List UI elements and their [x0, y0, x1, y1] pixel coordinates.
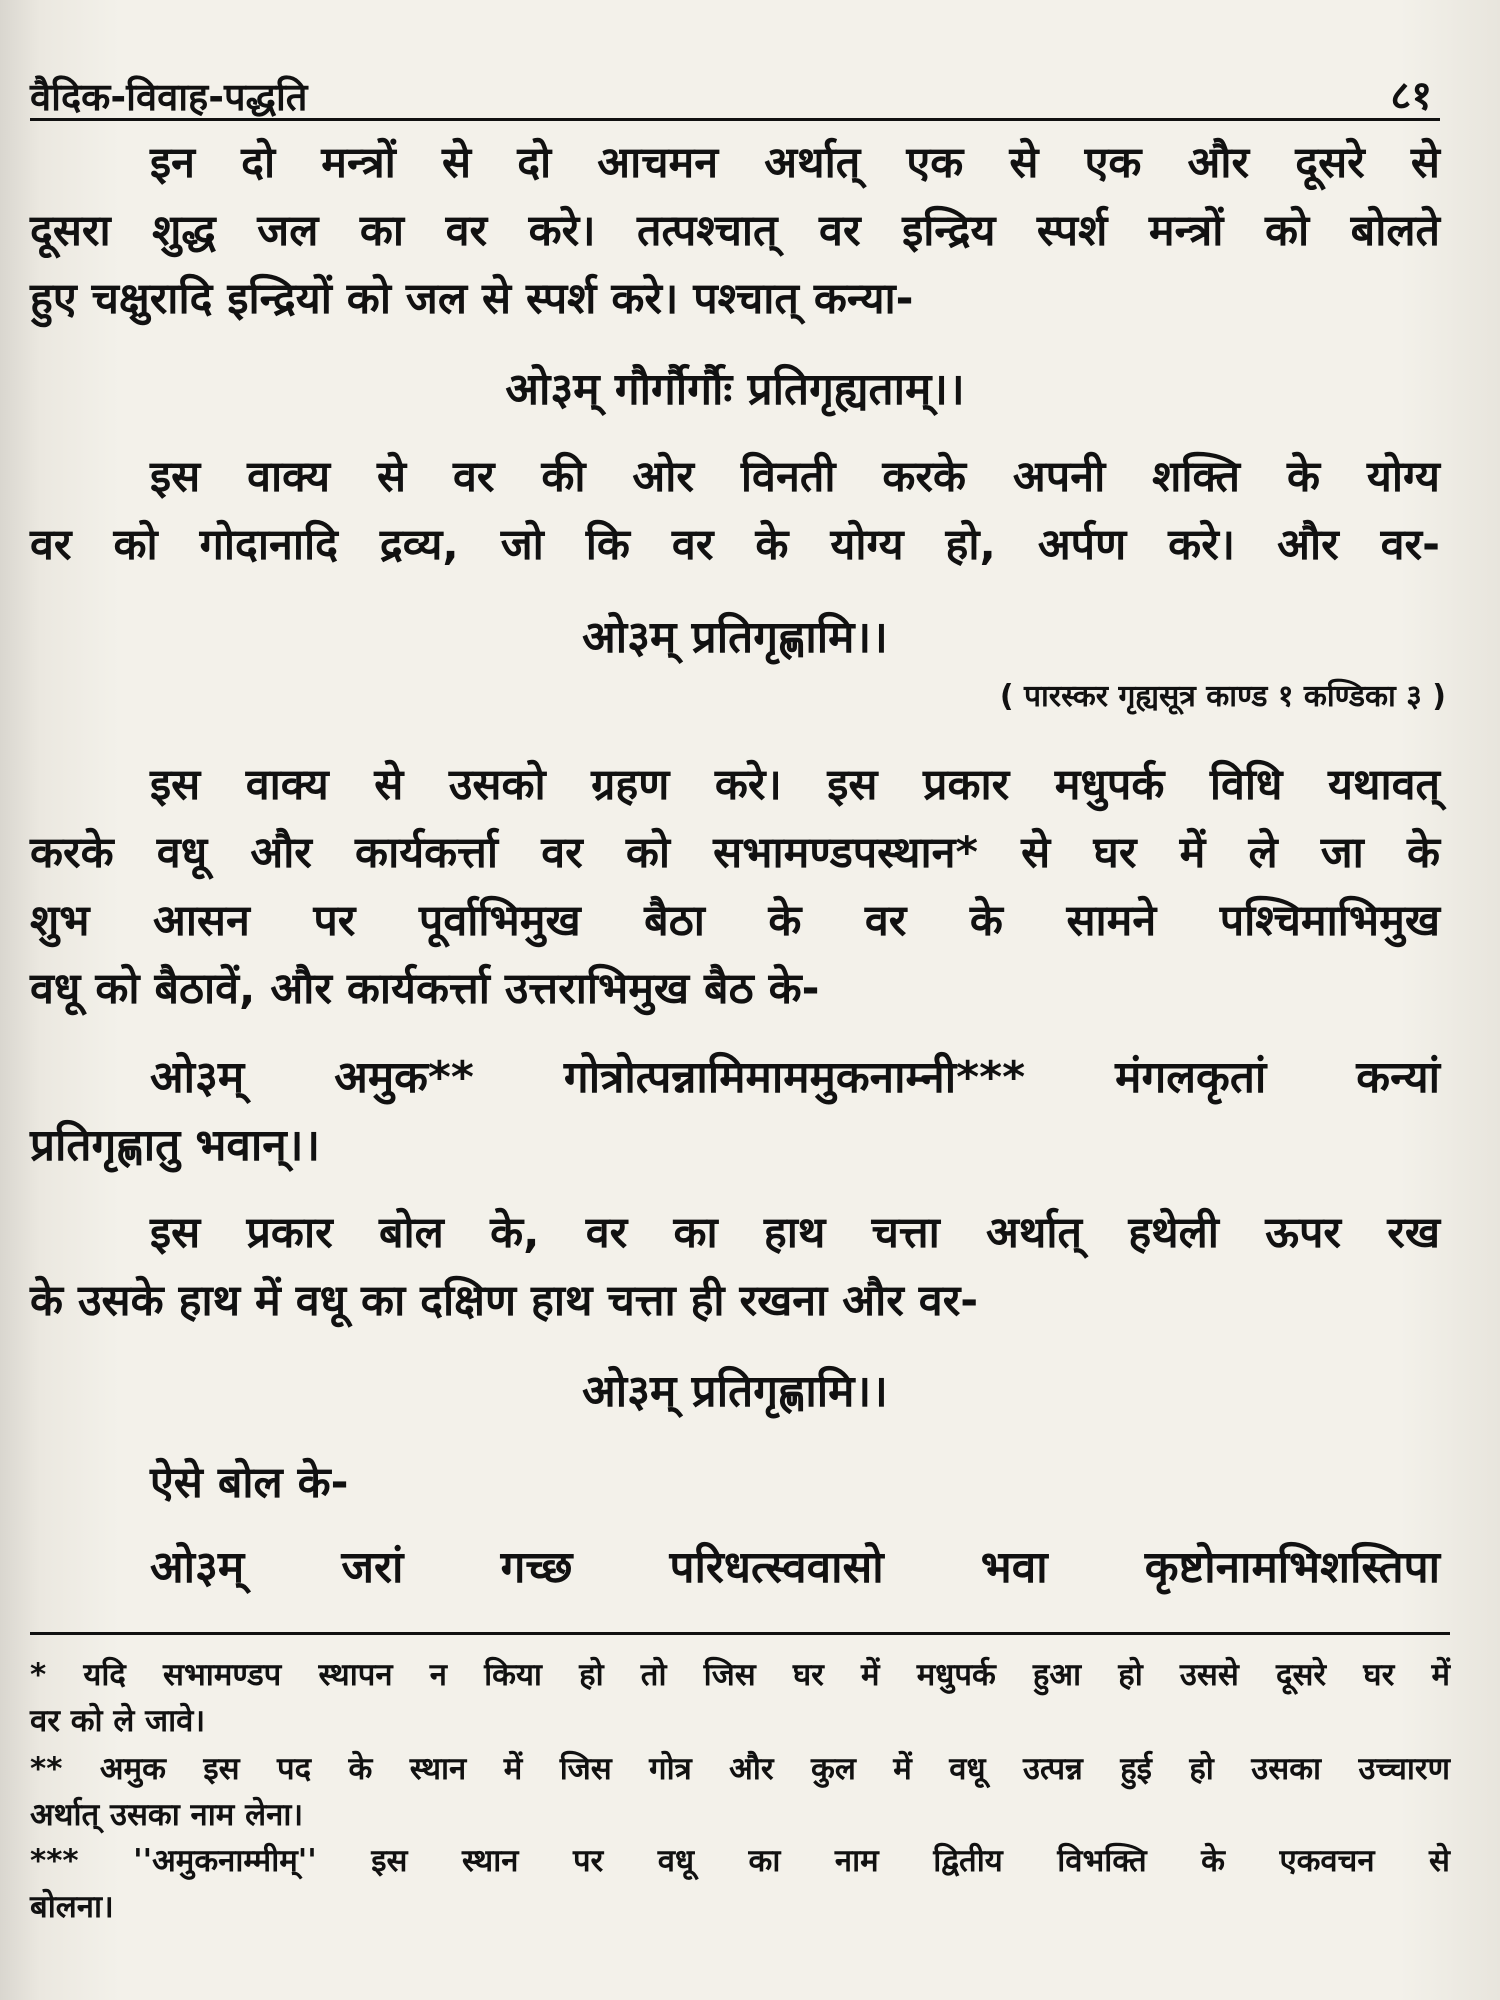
footnote-line: ** अमुक इस पद के स्थान में जिस गोत्र और कुल में वधू उत्पन्न हुई हो उसका उच्चारण [30, 1751, 1450, 1787]
mantra-line: ओ३म् अमुक** गोत्रोत्पन्नामिमाममुकनाम्नी*** मंगलकृतां कन्यां [150, 1052, 1440, 1103]
footnote-line: बोलना। [30, 1889, 114, 1925]
text-line: इस वाक्य से वर की ओर विनती करके अपनी शक्ति के योग्य [150, 452, 1440, 502]
running-header [30, 66, 1440, 121]
text-line: वधू को बैठावें, और कार्यकर्त्ता उत्तराभिमुख बैठ के- [30, 964, 820, 1014]
text-line: दूसरा शुद्ध जल का वर करे। तत्पश्चात् वर इन्द्रिय स्पर्श मन्त्रों को बोलते [30, 206, 1440, 256]
footnote-line: *** ''अमुकनाम्मीम्'' इस स्थान पर वधू का नाम द्वितीय विभक्ति के एकवचन से [30, 1843, 1450, 1879]
mantra-line: प्रतिगृह्णातु भवान्।। [30, 1120, 321, 1171]
text-line: इस प्रकार बोल के, वर का हाथ चत्ता अर्थात् हथेली ऊपर रख [150, 1208, 1440, 1258]
text-line: करके वधू और कार्यकर्त्ता वर को सभामण्डपस्थान* से घर में ले जा के [30, 828, 1440, 878]
text-line: शुभ आसन पर पूर्वाभिमुख बैठा के वर के सामने पश्चिमाभिमुख [30, 896, 1440, 946]
footnote-line: अर्थात् उसका नाम लेना। [30, 1797, 304, 1833]
text-line: इन दो मन्त्रों से दो आचमन अर्थात् एक से एक और दूसरे से [150, 138, 1440, 188]
text-line: के उसके हाथ में वधू का दक्षिण हाथ चत्ता ही रखना और वर- [30, 1276, 979, 1326]
text-line: ऐसे बोल के- [150, 1458, 349, 1508]
footnote-line: * यदि सभामण्डप स्थापन न किया हो तो जिस घर में मधुपर्क हुआ हो उससे दूसरे घर में [30, 1657, 1450, 1693]
mantra-line: ओ३म् प्रतिगृह्णामि।। [582, 1366, 888, 1417]
mantra-line: ओ३म् गौर्गौर्गौः प्रतिगृह्यताम्।। [505, 364, 965, 415]
reference-citation: ( पारस्कर गृह्यसूत्र काण्ड १ कण्डिका ३ ) [999, 679, 1446, 714]
text-line: हुए चक्षुरादि इन्द्रियों को जल से स्पर्श करे। पश्चात् कन्या- [30, 274, 914, 324]
footnote-divider [30, 1632, 1450, 1635]
text-line: वर को गोदानादि द्रव्य, जो कि वर के योग्य हो, अर्पण करे। और वर- [30, 520, 1440, 570]
page-number: ८१ [1390, 73, 1432, 119]
mantra-line: ओ३म् प्रतिगृह्णामि।। [582, 612, 888, 663]
mantra-line: ओ३म् जरां गच्छ परिधत्स्ववासो भवा कृष्टोनामभिशस्तिपा [150, 1542, 1440, 1593]
running-title: वैदिक-विवाह-पद्धति [30, 75, 308, 119]
footnote-line: वर को ले जावे। [30, 1703, 206, 1739]
text-line: इस वाक्य से उसको ग्रहण करे। इस प्रकार मधुपर्क विधि यथावत् [150, 760, 1440, 810]
